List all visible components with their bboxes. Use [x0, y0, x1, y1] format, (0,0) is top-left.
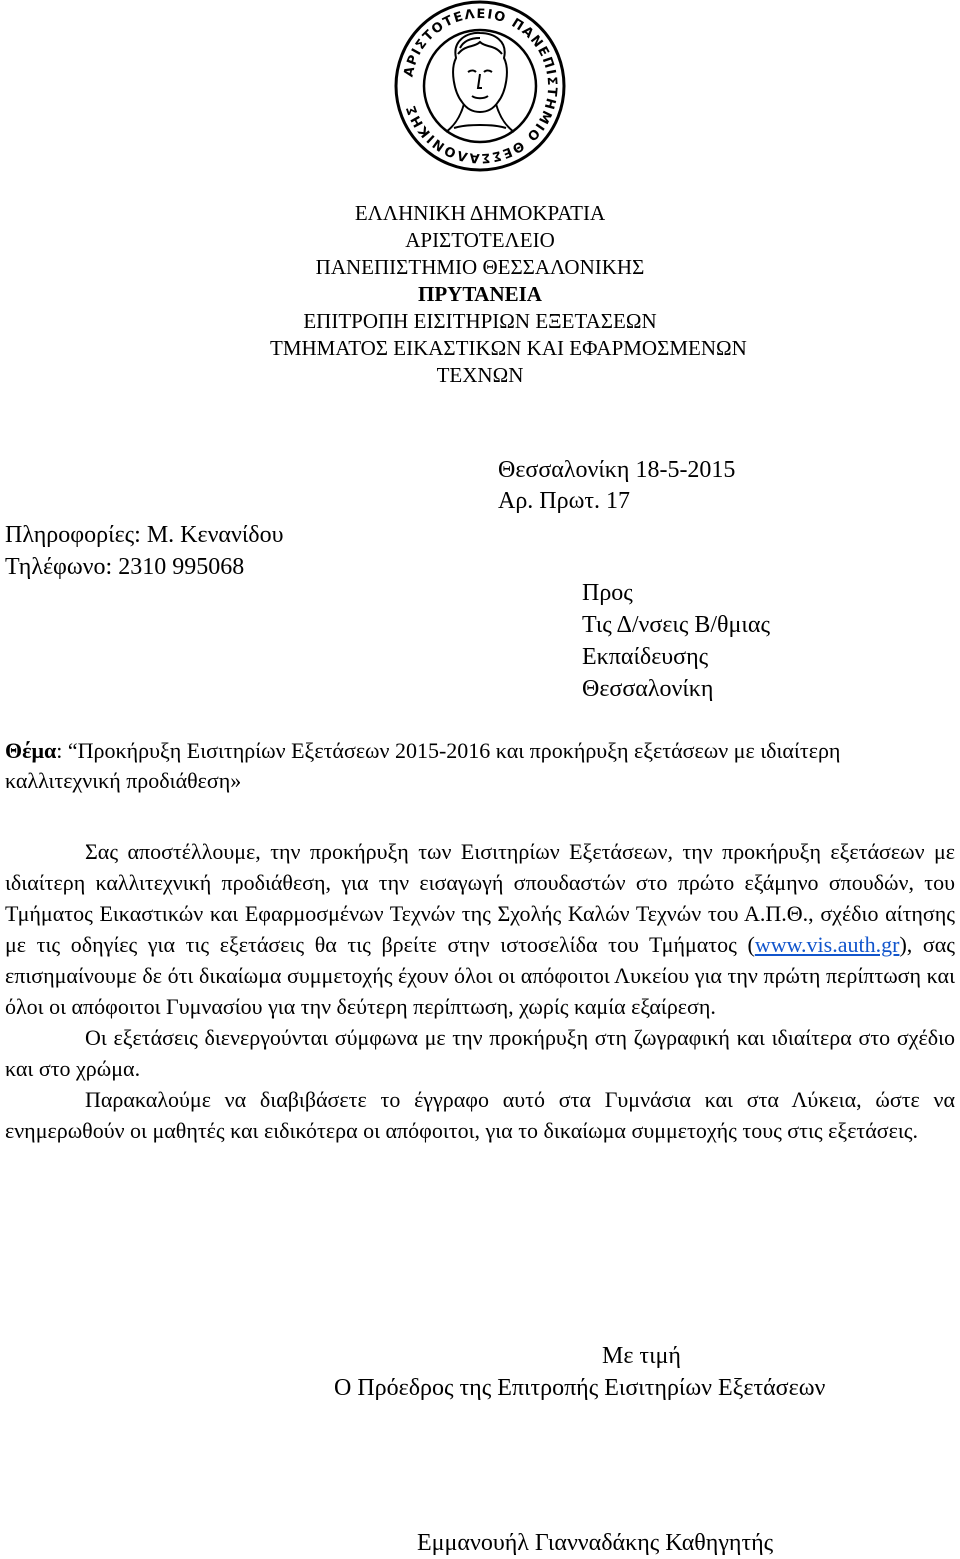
- header-line-department-2: ΤΕΧΝΩΝ: [436, 363, 524, 387]
- body-paragraph-3: Παρακαλούμε να διαβιβάσετε το έγγραφο αυτό στα Γυμνάσια και στα Λύκεια, ώστε να ενημερωθούν οι μαθητές και ειδικότερα οι απόφοιτοι, για το δικαίωμα συμμετοχής τους στις εξετάσεις.: [5, 1087, 955, 1143]
- contact-phone: Τηλέφωνο: 2310 995068: [5, 554, 245, 580]
- recipient-block: [582, 577, 770, 705]
- body-paragraph-1-end: ), σας επισημαίνουμε δε ότι δικαίωμα συμμετοχής έχουν όλοι οι απόφοιτοι Λυκείου για την πρώτη περίπτωση και όλοι οι απόφοιτοι Γυμνασίου για την δεύτερη περίπτωση, χωρίς καμία εξαίρεση.: [5, 932, 955, 1019]
- subject-text: “Προκήρυξη Εισιτηρίων Εξετάσεων 2015-2016 και προκήρυξη εξετάσεων με ιδιαίτερη καλλιτεχνική προδιάθεση»: [5, 738, 841, 793]
- header-line-committee: ΕΠΙΤΡΟΠΗ ΕΙΣΙΤΗΡΙΩΝ ΕΞΕΤΑΣΕΩΝ: [303, 309, 657, 333]
- recipient-line-city: Θεσσαλονίκη: [582, 676, 714, 702]
- subject-label: Θέμα: [5, 738, 57, 763]
- aristotle-head-icon: [446, 33, 514, 132]
- document-date: Θεσσαλονίκη 18-5-2015: [498, 457, 736, 483]
- signer-name: Εμμανουήλ Γιανναδάκης Καθηγητής: [417, 1530, 774, 1556]
- contact-info: [5, 519, 284, 583]
- header-line-department-1: ΤΜΗΜΑΤΟΣ ΕΙΚΑΣΤΙΚΩΝ ΚΑΙ ΕΦΑΡΜΟΣΜΕΝΩΝ: [270, 336, 747, 360]
- date-protocol-block: [498, 455, 735, 517]
- header-line-country: ΕΛΛΗΝΙΚΗ ΔΗΜΟΚΡΑΤΙΑ: [354, 201, 606, 225]
- header-line-university-2: ΠΑΝΕΠΙΣΤΗΜΙΟ ΘΕΣΣΑΛΟΝΙΚΗΣ: [315, 255, 645, 279]
- institution-header: [270, 200, 747, 389]
- department-website-link[interactable]: www.vis.auth.gr: [754, 932, 900, 957]
- body-paragraph-1: [5, 836, 955, 1022]
- body-paragraph-2: Οι εξετάσεις διενεργούνται σύμφωνα με την προκήρυξη στη ζωγραφική και ιδιαίτερα στο σχέδιο και στο χρώμα.: [5, 1025, 955, 1081]
- recipient-line-education: Εκπαίδευσης: [582, 644, 709, 670]
- signer-role: Ο Πρόεδρος της Επιτροπής Εισιτηρίων Εξετάσεων: [334, 1375, 826, 1401]
- closing-greeting: Με τιμή: [602, 1343, 681, 1369]
- body-paragraph-1-start: Σας αποστέλλουμε, την προκήρυξη των Εισιτηρίων Εξετάσεων, την προκήρυξη εξετάσεων με ιδιαίτερη καλλιτεχνική προδιάθεση, για την εισαγωγή σπουδαστών στο πρώτο εξάμηνο σπουδών, του Τμήματος Εικαστικών και Εφαρμοσμένων Τεχνών της Σχολής Καλών Τεχνών του Α.Π.Θ., σχέδιο αίτησης με τις οδηγίες για τις εξετάσεις θα τις βρείτε στην ιστοσελίδα του Τμήματος (: [5, 839, 955, 957]
- svg-text:ΑΡΙΣΤΟΤΕΛΕΙΟ ΠΑΝΕΠΙΣΤΗΜΙΟ ΘΕΣΣ: ΑΡΙΣΤΟΤΕΛΕΙΟ ΠΑΝΕΠΙΣΤΗΜΙΟ ΘΕΣΣΑΛΟΝΙΚΗΣ: [401, 6, 560, 166]
- subject-line: [5, 736, 953, 796]
- university-seal-logo: [394, 0, 566, 172]
- recipient-line-to: Προς: [582, 580, 633, 606]
- header-line-university-1: ΑΡΙΣΤΟΤΕΛΕΙΟ: [405, 228, 555, 252]
- contact-person: Πληροφορίες: Μ. Κενανίδου: [5, 522, 284, 548]
- letter-body: [5, 836, 955, 1146]
- protocol-number: Αρ. Πρωτ. 17: [498, 488, 631, 514]
- header-line-rectorate: ΠΡΥΤΑΝΕΙΑ: [418, 282, 542, 306]
- recipient-line-directorates: Τις Δ/νσεις Β/θμιας: [582, 612, 770, 638]
- subject-colon: :: [56, 738, 63, 763]
